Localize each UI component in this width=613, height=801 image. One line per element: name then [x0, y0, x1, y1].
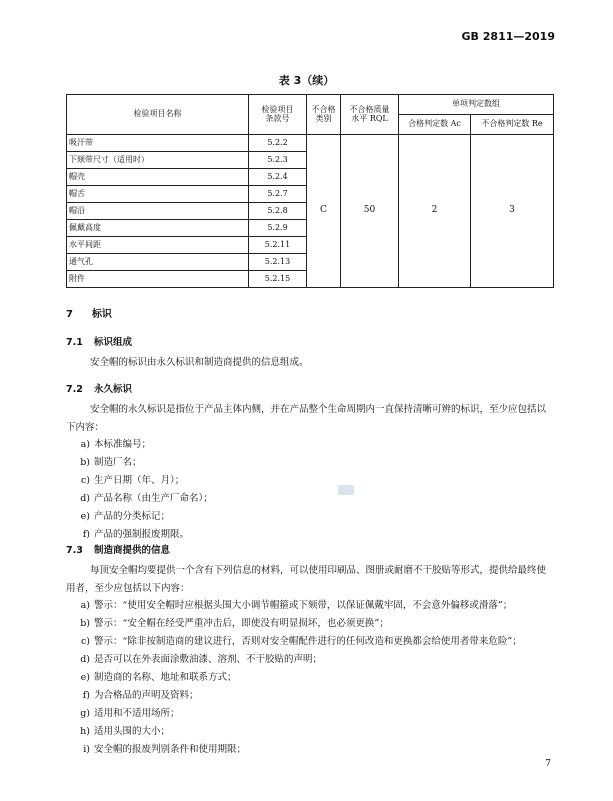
list-marker: f): [82, 529, 90, 540]
list-item: [66, 723, 554, 741]
list-text: 适用和不适用场所；: [94, 708, 180, 719]
list-item: [66, 651, 554, 669]
item-name-cell: 佩戴高度: [67, 220, 249, 237]
table-caption: 表 3（续）: [278, 74, 335, 87]
list-item: [66, 615, 554, 633]
faint-watermark-mark: [338, 485, 354, 495]
item-name-cell: 吸汗带: [67, 135, 249, 152]
section-7-1-heading: [66, 334, 132, 348]
item-name-cell: 水平间距: [67, 237, 249, 254]
list-item: [66, 490, 554, 508]
list-text: 产品的分类标记；: [94, 511, 171, 522]
item-name-cell: 下颏带尺寸（适用时）: [67, 152, 249, 169]
subsection-number: 7.3: [66, 545, 83, 556]
header-category: [307, 95, 341, 135]
section-7-3-list: [66, 597, 554, 759]
section-7-3-text: 每顶安全帽均要提供一个含有下列信息的材料，可以使用印刷品、图册或耐磨不干胶贴等形式，提供给最终使用者，至少应包括以下内容：: [66, 565, 547, 594]
section-7-2-heading: [66, 381, 132, 395]
clause-cell: 5.2.15: [249, 271, 307, 288]
list-text: 本标准编号；: [94, 439, 152, 450]
list-text: 生产日期（年、月）；: [94, 475, 185, 486]
subsection-number: 7.1: [66, 337, 83, 348]
list-marker: f): [82, 690, 90, 701]
header-rql-line2: 水平 RQL: [351, 113, 388, 123]
section-7-3-heading: [66, 542, 170, 556]
section-7-2-text: 安全帽的永久标识是指位于产品主体内侧，并在产品整个生命周期内一直保持清晰可辨的标识，至少应包括以下内容：: [66, 404, 547, 433]
re-cell: 3: [471, 135, 554, 288]
header-rql: [341, 95, 399, 135]
list-marker: g): [80, 708, 90, 719]
header-category-line2: 类别: [315, 113, 332, 123]
list-item: [66, 687, 554, 705]
list-marker: e): [80, 511, 90, 522]
standard-code: GB 2811—2019: [461, 30, 555, 43]
list-text: 警示：“使用安全帽时应根据头围大小调节帽箍或下颏带，以保证佩戴牢固，不会意外偏移或滑落”；: [94, 600, 513, 611]
list-marker: c): [80, 475, 90, 486]
list-marker: d): [80, 493, 90, 504]
header-rql-line1: 不合格质量: [349, 104, 390, 114]
header-clause-line1: 检验项目: [261, 104, 294, 114]
clause-cell: 5.2.8: [249, 203, 307, 220]
clause-cell: 5.2.9: [249, 220, 307, 237]
list-text: 制造厂名；: [94, 457, 142, 468]
header-judgement-group: 单项判定数组: [399, 95, 554, 115]
section-7-heading: [66, 305, 112, 320]
list-text: 警示：“安全帽在经受严重冲击后，即使没有明显损坏，也必须更换”；: [94, 618, 389, 629]
subsection-title: 标识组成: [94, 337, 133, 348]
item-name-cell: 帽舌: [67, 186, 249, 203]
list-marker: h): [80, 726, 90, 737]
ac-cell: 2: [399, 135, 471, 288]
section-title: 标识: [91, 309, 112, 320]
rql-cell: 50: [341, 135, 399, 288]
header-ac: 合格判定数 Ac: [399, 115, 471, 135]
header-category-line1: 不合格: [311, 104, 336, 114]
clause-cell: 5.2.2: [249, 135, 307, 152]
clause-cell: 5.2.3: [249, 152, 307, 169]
list-marker: a): [80, 439, 90, 450]
list-text: 产品的强制报废期限。: [94, 529, 190, 540]
list-item: [66, 436, 554, 454]
table-row: [67, 135, 554, 152]
section-7-2-list: [66, 436, 554, 544]
item-name-cell: 帽壳: [67, 169, 249, 186]
item-name-cell: 帽沿: [67, 203, 249, 220]
subsection-number: 7.2: [66, 384, 83, 395]
header-clause-line2: 条款号: [265, 113, 290, 123]
list-item: [66, 508, 554, 526]
list-item: [66, 669, 554, 687]
list-marker: d): [80, 654, 90, 665]
inspection-table: [66, 94, 554, 288]
list-marker: b): [80, 457, 90, 468]
subsection-title: 永久标识: [94, 384, 133, 395]
list-text: 制造商的名称、地址和联系方式；: [94, 672, 237, 683]
item-name-cell: 通气孔: [67, 254, 249, 271]
subsection-title: 制造商提供的信息: [94, 545, 171, 556]
clause-cell: 5.2.13: [249, 254, 307, 271]
category-cell: C: [307, 135, 341, 288]
list-marker: b): [80, 618, 90, 629]
list-marker: i): [83, 744, 90, 755]
list-item: [66, 741, 554, 759]
list-text: 警示：“除非按制造商的建议进行，否则对安全帽配件进行的任何改造和更换都会给使用者带来危险”；: [94, 636, 522, 647]
list-item: [66, 454, 554, 472]
list-text: 安全帽的报废判别条件和使用期限；: [94, 744, 247, 755]
header-item-name: 检验项目名称: [67, 95, 249, 135]
header-re: 不合格判定数 Re: [471, 115, 554, 135]
header-clause: [249, 95, 307, 135]
section-number: 7: [66, 309, 73, 320]
list-text: 为合格品的声明及资料；: [94, 690, 199, 701]
list-marker: c): [80, 636, 90, 647]
list-item: [66, 472, 554, 490]
list-marker: a): [80, 600, 90, 611]
clause-cell: 5.2.4: [249, 169, 307, 186]
section-7-1-text: 安全帽的标识由永久标识和制造商提供的信息组成。: [90, 357, 309, 368]
page-number: 7: [545, 759, 551, 769]
clause-cell: 5.2.11: [249, 237, 307, 254]
list-item: [66, 597, 554, 615]
list-item: [66, 633, 554, 651]
list-text: 适用头围的大小；: [94, 726, 171, 737]
list-text: 是否可以在外表面涂敷油漆、溶剂、不干胶贴的声明；: [94, 654, 323, 665]
list-marker: e): [80, 672, 90, 683]
item-name-cell: 附件: [67, 271, 249, 288]
clause-cell: 5.2.7: [249, 186, 307, 203]
list-item: [66, 705, 554, 723]
list-text: 产品名称（由生产厂命名）；: [94, 493, 213, 504]
